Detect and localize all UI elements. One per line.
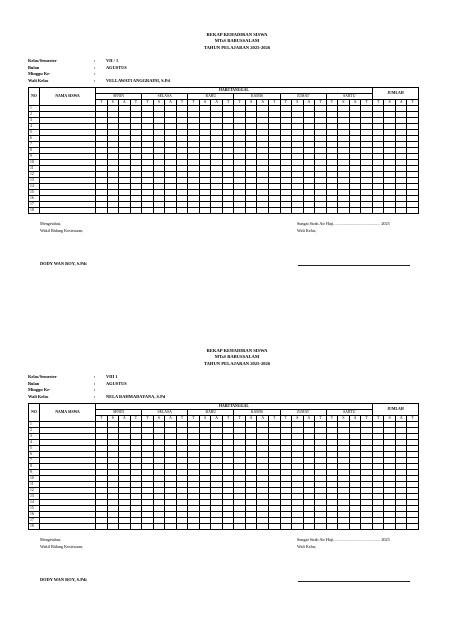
attendance-cell[interactable] xyxy=(107,208,119,214)
info-label: Kelas/Semester xyxy=(28,58,57,63)
code-header: T xyxy=(222,416,234,422)
info-label: Kelas/Semester xyxy=(28,374,57,379)
signatory-name: DODY WAN ROY, S.Pdi xyxy=(40,577,87,582)
attendance-cell[interactable] xyxy=(245,208,257,214)
total-code-header: S xyxy=(384,416,396,422)
code-header: S xyxy=(153,100,165,106)
total-header: JUMLAH xyxy=(372,404,418,416)
code-header: T xyxy=(280,100,292,106)
attendance-cell[interactable] xyxy=(153,524,165,530)
days-group-header: HARI/TANGGAL xyxy=(96,404,373,410)
row-number: 6 xyxy=(29,136,40,142)
row-number: 17 xyxy=(29,518,40,524)
info-value: NELA RAHMADAYANA, S.Pd xyxy=(106,393,166,399)
name-header: NAMA SISWA xyxy=(40,88,96,106)
attendance-cell[interactable] xyxy=(338,208,350,214)
row-number: 11 xyxy=(29,482,40,488)
code-header: S xyxy=(245,100,257,106)
attendance-cell[interactable] xyxy=(96,524,108,530)
row-number: 4 xyxy=(29,124,40,130)
total-code-header: T xyxy=(407,416,419,422)
info-value: VIII 1 xyxy=(106,374,118,379)
info-label: Wali Kelas xyxy=(28,393,49,399)
attendance-cell[interactable] xyxy=(188,208,200,214)
row-number: 8 xyxy=(29,464,40,470)
row-number: 3 xyxy=(29,118,40,124)
row-number: 7 xyxy=(29,458,40,464)
attendance-cell[interactable] xyxy=(130,524,142,530)
code-header: T xyxy=(142,416,154,422)
row-number: 14 xyxy=(29,184,40,190)
attendance-cell[interactable] xyxy=(280,524,292,530)
code-header: S xyxy=(107,100,119,106)
code-header: T xyxy=(234,416,246,422)
attendance-cell[interactable] xyxy=(119,524,131,530)
total-code-header: S xyxy=(384,100,396,106)
attendance-cell[interactable] xyxy=(303,524,315,530)
code-header: A xyxy=(349,100,361,106)
row-number: 4 xyxy=(29,440,40,446)
attendance-cell[interactable] xyxy=(280,208,292,214)
code-header: T xyxy=(315,100,327,106)
signature-left xyxy=(40,536,83,550)
info-label: Minggu Ke- xyxy=(28,387,51,392)
day-header: KAMIS xyxy=(234,94,280,100)
attendance-cell[interactable] xyxy=(257,208,269,214)
row-number: 7 xyxy=(29,142,40,148)
attendance-cell[interactable] xyxy=(326,208,338,214)
signature-place-date: Sungai Sirah Air Haji, ........................................... 2025 xyxy=(297,221,390,226)
code-header: T xyxy=(188,416,200,422)
signature-line xyxy=(298,581,410,582)
attendance-cell[interactable] xyxy=(222,208,234,214)
attendance-cell[interactable] xyxy=(326,524,338,530)
info-colon: : xyxy=(94,64,96,70)
code-header: A xyxy=(165,100,177,106)
row-number: 16 xyxy=(29,512,40,518)
row-number: 15 xyxy=(29,506,40,512)
row-number: 18 xyxy=(29,524,40,530)
day-header: SELASA xyxy=(142,94,188,100)
attendance-cell[interactable] xyxy=(245,524,257,530)
row-number: 15 xyxy=(29,190,40,196)
attendance-cell[interactable] xyxy=(315,208,327,214)
title-line: TAHUN PELAJARAN 2025-2026 xyxy=(203,44,271,50)
row-number: 2 xyxy=(29,112,40,118)
title-line: MTsS BABUSSALAM xyxy=(214,354,260,360)
document-title xyxy=(0,32,474,51)
code-header: T xyxy=(315,416,327,422)
row-number: 1 xyxy=(29,106,40,112)
signatory-name: DODY WAN ROY, S.Pdi xyxy=(40,261,87,266)
code-header: T xyxy=(130,416,142,422)
code-header: S xyxy=(153,416,165,422)
info-colon: : xyxy=(94,71,96,76)
code-header: T xyxy=(142,100,154,106)
row-number: 13 xyxy=(29,494,40,500)
attendance-cell[interactable] xyxy=(142,524,154,530)
attendance-cell[interactable] xyxy=(349,524,361,530)
signature-right xyxy=(297,536,390,550)
total-code-header: T xyxy=(372,100,384,106)
attendance-cell[interactable] xyxy=(268,208,280,214)
day-header: JUMAT xyxy=(280,94,326,100)
attendance-cell[interactable] xyxy=(395,208,407,214)
total-code-header: A xyxy=(395,416,407,422)
info-value: AGUSTUS xyxy=(106,380,127,386)
attendance-cell[interactable] xyxy=(361,208,373,214)
title-line: TAHUN PELAJARAN 2025-2026 xyxy=(203,360,271,366)
signature-left xyxy=(40,220,83,234)
attendance-cell[interactable] xyxy=(303,208,315,214)
info-value: VELLAWATI ANGGRAINI, S.Pd xyxy=(106,77,170,83)
table-row xyxy=(29,208,419,214)
code-header: S xyxy=(199,100,211,106)
row-number: 10 xyxy=(29,160,40,166)
row-number: 14 xyxy=(29,500,40,506)
code-header: T xyxy=(280,416,292,422)
day-header: RABU xyxy=(188,94,234,100)
attendance-cell[interactable] xyxy=(211,524,223,530)
info-label: Minggu Ke- xyxy=(28,71,51,76)
info-value: VII / 1 xyxy=(106,58,119,63)
signature-caption: Mengetahui, xyxy=(40,537,62,542)
day-header: RABU xyxy=(188,410,234,416)
row-number: 12 xyxy=(29,172,40,178)
code-header: T xyxy=(268,100,280,106)
code-header: A xyxy=(303,416,315,422)
title-line: MTsS BABUSSALAM xyxy=(214,38,260,44)
code-header: A xyxy=(211,100,223,106)
attendance-cell[interactable] xyxy=(407,524,419,530)
signature-role: Wakil Bidang Kesiswaan, xyxy=(40,228,84,233)
signature-role: Wakil Bidang Kesiswaan, xyxy=(40,544,84,549)
code-header: S xyxy=(292,100,304,106)
code-header: S xyxy=(338,100,350,106)
total-code-header: T xyxy=(372,416,384,422)
attendance-table xyxy=(28,87,419,214)
attendance-cell[interactable] xyxy=(349,208,361,214)
info-label: Wali Kelas xyxy=(28,77,49,83)
code-header: A xyxy=(257,416,269,422)
attendance-cell[interactable] xyxy=(292,524,304,530)
signature-caption: Mengetahui, xyxy=(40,221,62,226)
code-header: S xyxy=(107,416,119,422)
code-header: A xyxy=(349,416,361,422)
row-number: 9 xyxy=(29,470,40,476)
day-header: SENIN xyxy=(96,94,142,100)
table-row xyxy=(29,524,419,530)
code-header: T xyxy=(96,416,108,422)
days-group-header: HARI/TANGGAL xyxy=(96,88,373,94)
code-header: T xyxy=(234,100,246,106)
signature-line xyxy=(298,265,410,266)
attendance-cell[interactable] xyxy=(384,208,396,214)
code-header: T xyxy=(268,416,280,422)
document-title xyxy=(0,348,474,367)
info-label: Bulan xyxy=(28,64,40,70)
code-header: A xyxy=(257,100,269,106)
row-number: 16 xyxy=(29,196,40,202)
total-code-header: A xyxy=(395,100,407,106)
day-header: SELASA xyxy=(142,410,188,416)
attendance-cell[interactable] xyxy=(234,208,246,214)
code-header: A xyxy=(165,416,177,422)
attendance-cell[interactable] xyxy=(188,524,200,530)
row-number: 18 xyxy=(29,208,40,214)
row-number: 12 xyxy=(29,488,40,494)
row-number: 10 xyxy=(29,476,40,482)
row-number: 5 xyxy=(29,446,40,452)
code-header: A xyxy=(119,100,131,106)
attendance-cell[interactable] xyxy=(119,208,131,214)
attendance-cell[interactable] xyxy=(361,524,373,530)
attendance-cell[interactable] xyxy=(165,524,177,530)
info-label: Bulan xyxy=(28,380,40,386)
attendance-cell[interactable] xyxy=(338,524,350,530)
info-colon: : xyxy=(94,393,96,399)
code-header: T xyxy=(188,100,200,106)
day-header: SABTU xyxy=(326,94,372,100)
code-header: T xyxy=(130,100,142,106)
signature-role: Wali Kelas, xyxy=(297,228,317,233)
attendance-cell[interactable] xyxy=(257,524,269,530)
row-number: 2 xyxy=(29,428,40,434)
code-header: T xyxy=(326,100,338,106)
signature-right xyxy=(297,220,390,234)
no-header: NO xyxy=(29,88,40,106)
attendance-cell[interactable] xyxy=(199,524,211,530)
row-number: 11 xyxy=(29,166,40,172)
info-colon: : xyxy=(94,380,96,386)
total-header: JUMLAH xyxy=(372,88,418,100)
code-header: T xyxy=(176,100,188,106)
day-header: SABTU xyxy=(326,410,372,416)
row-number: 9 xyxy=(29,154,40,160)
attendance-cell[interactable] xyxy=(292,208,304,214)
info-colon: : xyxy=(94,387,96,392)
code-header: T xyxy=(361,416,373,422)
code-header: S xyxy=(245,416,257,422)
attendance-cell[interactable] xyxy=(176,208,188,214)
code-header: T xyxy=(96,100,108,106)
attendance-cell[interactable] xyxy=(384,524,396,530)
attendance-cell[interactable] xyxy=(395,524,407,530)
row-number: 1 xyxy=(29,422,40,428)
title-line: REKAP KEHADIRAN SISWA xyxy=(206,32,268,37)
code-header: T xyxy=(176,416,188,422)
signature-place-date: Sungai Sirah Air Haji, ........................................... 2025 xyxy=(297,537,390,542)
attendance-sheet xyxy=(0,316,474,632)
attendance-cell[interactable] xyxy=(268,524,280,530)
day-header: SENIN xyxy=(96,410,142,416)
attendance-cell[interactable] xyxy=(142,208,154,214)
attendance-cell[interactable] xyxy=(130,208,142,214)
total-code-header: T xyxy=(407,100,419,106)
code-header: S xyxy=(199,416,211,422)
row-number: 6 xyxy=(29,452,40,458)
attendance-cell[interactable] xyxy=(372,524,384,530)
row-number: 17 xyxy=(29,202,40,208)
code-header: A xyxy=(211,416,223,422)
attendance-cell[interactable] xyxy=(372,208,384,214)
attendance-cell[interactable] xyxy=(153,208,165,214)
code-header: T xyxy=(361,100,373,106)
attendance-cell[interactable] xyxy=(107,524,119,530)
attendance-cell[interactable] xyxy=(176,524,188,530)
code-header: T xyxy=(222,100,234,106)
no-header: NO xyxy=(29,404,40,422)
code-header: S xyxy=(292,416,304,422)
day-header: JUMAT xyxy=(280,410,326,416)
code-header: A xyxy=(119,416,131,422)
title-line: REKAP KEHADIRAN SISWA xyxy=(206,348,268,353)
info-value: AGUSTUS xyxy=(106,64,127,70)
info-colon: : xyxy=(94,374,96,379)
attendance-cell[interactable] xyxy=(407,208,419,214)
attendance-cell[interactable] xyxy=(234,524,246,530)
attendance-cell[interactable] xyxy=(96,208,108,214)
row-number: 8 xyxy=(29,148,40,154)
info-colon: : xyxy=(94,77,96,83)
attendance-table xyxy=(28,403,419,530)
student-name-cell[interactable] xyxy=(40,208,96,214)
row-number: 5 xyxy=(29,130,40,136)
info-colon: : xyxy=(94,58,96,63)
attendance-cell[interactable] xyxy=(165,208,177,214)
attendance-cell[interactable] xyxy=(211,208,223,214)
code-header: A xyxy=(303,100,315,106)
attendance-cell[interactable] xyxy=(199,208,211,214)
day-header: KAMIS xyxy=(234,410,280,416)
attendance-cell[interactable] xyxy=(315,524,327,530)
student-name-cell[interactable] xyxy=(40,524,96,530)
signature-role: Wali Kelas, xyxy=(297,544,317,549)
code-header: T xyxy=(326,416,338,422)
attendance-cell[interactable] xyxy=(222,524,234,530)
row-number: 3 xyxy=(29,434,40,440)
name-header: NAMA SISWA xyxy=(40,404,96,422)
code-header: S xyxy=(338,416,350,422)
row-number: 13 xyxy=(29,178,40,184)
